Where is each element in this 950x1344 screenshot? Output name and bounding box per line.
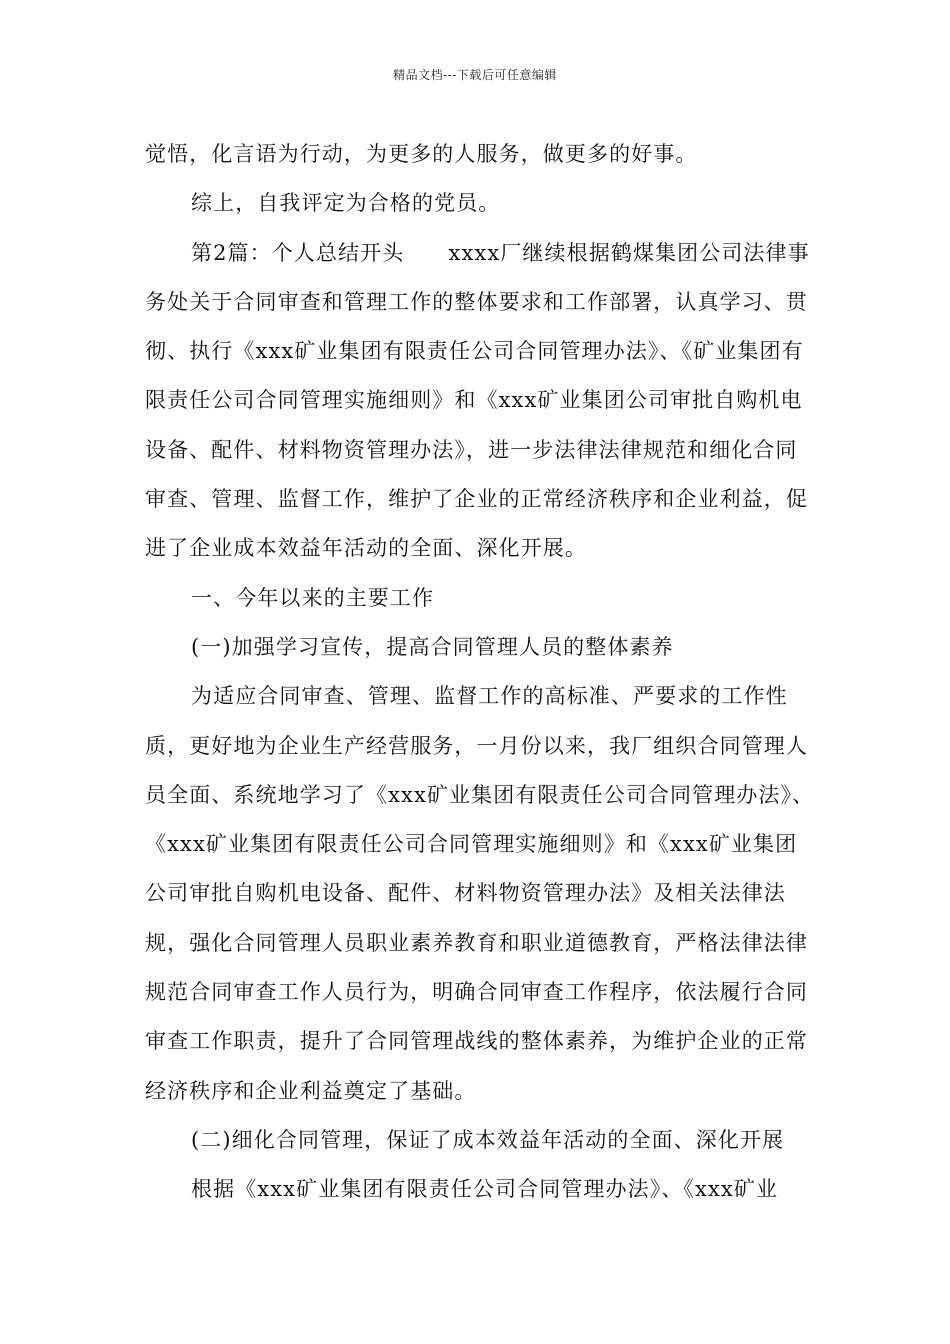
paragraph-study-promotion: 为适应合同审查、管理、监督工作的高标准、严要求的工作性质，更好地为企业生产经营服务，一月份以来，我厂组织合同管理人员全面、系统地学习了《xxx矿业集团有限责任公司合同管理办法》、《xxx矿业集团有限责任公司合同管理实施细则》和《xxx矿业集团公司审批自购机电设备、配件、材料物资管理办法》及相关法律法规，强化合同管理人员职业素养教育和职业道德教育，严格法律法律规范合同审查工作人员行为，明确合同审查工作程序，依法履行合同审查工作职责，提升了合同管理战线的整体素养，为维护企业的正常经济秩序和企业利益奠定了基础。 xyxy=(145,684,815,1103)
paragraph-continuation: 觉悟，化言语为行动，为更多的人服务，做更多的好事。 xyxy=(145,142,698,166)
document-body xyxy=(145,130,817,1215)
subsection-heading-2: (二)细化合同管理，保证了成本效益年活动的全面、深化开展 xyxy=(191,1127,785,1152)
paragraph-conclusion: 综上，自我评定为合格的党员。 xyxy=(191,191,501,216)
page-header: 精品文档---下载后可任意编辑 xyxy=(393,68,557,82)
paragraph-contract-management: 根据《xxx矿业集团有限责任公司合同管理办法》、《xxx矿业 xyxy=(191,1177,779,1202)
paragraph-summary-intro: 第2篇：个人总结开头 xxxx厂继续根据鹤煤集团公司法律事务处关于合同审查和管理工作的整体要求和工作部署，认真学习、贯彻、执行《xxx矿业集团有限责任公司合同管理办法》、《矿业集团有限责任公司合同管理实施细则》和《xxx矿业集团公司审批自购机电设备、配件、材料物资管理办法》，进一步法律法律规范和细化合同审查、管理、监督工作，维护了企业的正常经济秩序和企业利益，促进了企业成本效益年活动的全面、深化开展。 xyxy=(145,240,810,561)
subsection-heading-1: (一)加强学习宣传，提高合同管理人员的整体素养 xyxy=(191,634,674,659)
section-heading: 一、今年以来的主要工作 xyxy=(191,585,435,610)
